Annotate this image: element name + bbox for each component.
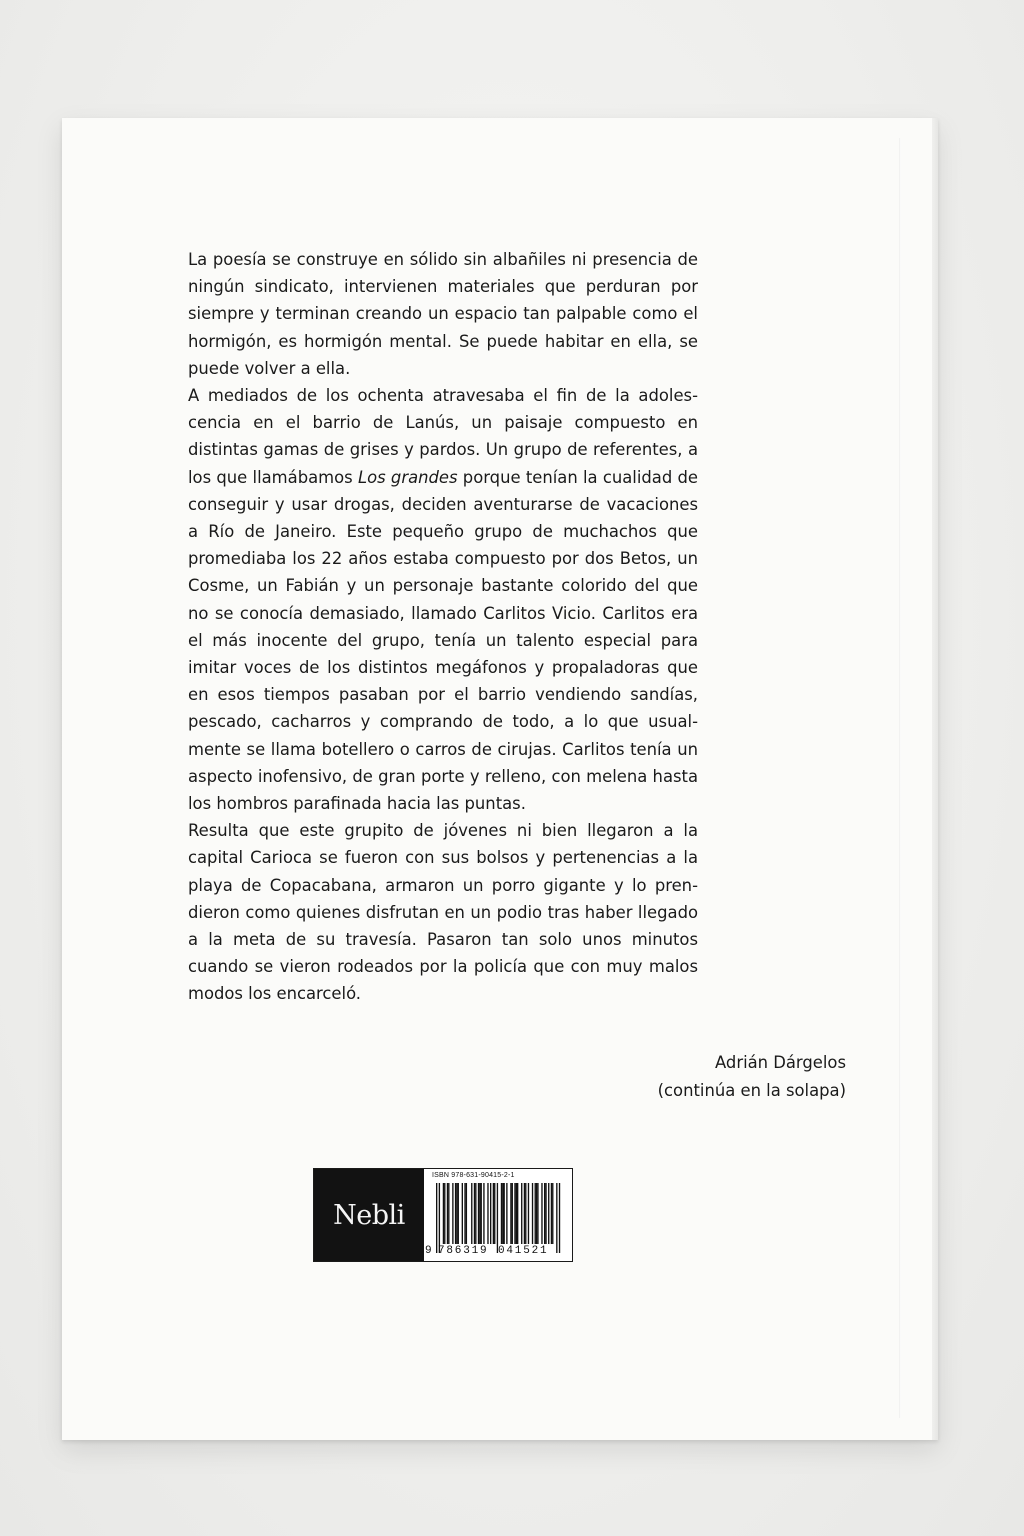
barcode-bar: [544, 1183, 545, 1244]
ean-digits-left: 786319: [438, 1245, 489, 1257]
isbn-barcode: [424, 1169, 572, 1261]
barcode-bar: [439, 1183, 440, 1253]
author-name: Adrián Dárgelos: [715, 1053, 846, 1072]
barcode-bar: [510, 1183, 511, 1244]
barcode-bar: [525, 1183, 526, 1244]
barcode-bar: [545, 1183, 546, 1244]
back-cover-blurb: [188, 246, 698, 1008]
barcode-bar: [447, 1183, 448, 1244]
continuation-note: (continúa en la solapa): [657, 1081, 846, 1100]
barcode-bar: [517, 1183, 518, 1244]
barcode-bar: [464, 1183, 465, 1244]
cover-crease: [899, 138, 901, 1418]
barcode-bar: [548, 1183, 549, 1244]
barcode-bar: [462, 1183, 463, 1244]
blurb-paragraph-2: [188, 382, 698, 817]
barcode-bar: [479, 1183, 480, 1244]
barcode-bar: [551, 1183, 552, 1244]
publisher-barcode-block: [313, 1168, 573, 1262]
publisher-logo-text: Nebli: [333, 1199, 405, 1231]
barcode-bar: [458, 1183, 459, 1244]
barcode-bar: [514, 1183, 515, 1244]
barcode-bar: [501, 1183, 502, 1244]
ean-digits: [424, 1245, 572, 1259]
ean-digit-first: 9: [425, 1245, 432, 1257]
barcode-bar: [535, 1183, 536, 1244]
barcode-bar: [487, 1183, 488, 1244]
barcode-bar: [512, 1183, 513, 1244]
barcode-bar: [475, 1183, 476, 1244]
barcode-bar: [506, 1183, 507, 1244]
barcode-bar: [516, 1183, 517, 1244]
blurb-signature: [658, 1049, 846, 1105]
blurb-paragraph-2-start: A mediados de los ochenta atravesaba el fin de la adolescencia en el barrio de Lanús, un paisaje compuesto en distintas gamas de grises y pardos. Un grupo de referentes, a los que llamábamos: [188, 386, 698, 487]
blurb-paragraph-2-end: porque tenían la cualidad de conseguir y usar drogas, deciden aventurarse de vacaciones a Río de Janeiro. Este pequeño grupo de muchachos que promediaba los 22 años estaba compuesto por dos Betos, un Cosme, un Fabián y un personaje bastante colorido del que no se conocía demasiado, llamado Carlitos Vicio. Carlitos era el más inocente del grupo, tenía un talento especial para imitar voces de los distintos megáfonos y propaladoras que en esos tiempos pasaban por el barrio vendiendo sandías, pescado, cacharros y comprando de todo, a lo que usualmente se llama botellero o carros de cirujas. Carlitos tenía un aspecto inofensivo, de gran porte y relleno, con melena hasta los hombros parafinada hacia las puntas.: [188, 467, 699, 814]
barcode-bar: [528, 1183, 529, 1244]
blurb-paragraph-1: La poesía se construye en sólido sin albañiles ni presencia de ningún sindicato, intervienen materiales que perduran por siempre y terminan creando un espacio tan palpable como el hormigón, es hormigón mental. Se puede habitar en ella, se puede volver a ella.: [188, 250, 698, 378]
barcode-bar: [532, 1183, 533, 1244]
blurb-italic-los-grandes: Los grandes: [357, 467, 458, 487]
barcode-bar: [524, 1183, 525, 1244]
barcode-bar: [559, 1183, 560, 1253]
barcode-bar: [444, 1183, 445, 1244]
barcode-bar: [541, 1183, 542, 1244]
barcode-bar: [502, 1183, 503, 1244]
barcode-bar: [443, 1183, 444, 1244]
barcode-bar: [494, 1183, 495, 1244]
barcode-bar: [493, 1183, 494, 1244]
barcode-bar: [436, 1183, 437, 1253]
barcode-bar: [474, 1183, 475, 1244]
blurb-paragraph-3: Resulta que este grupito de jóvenes ni bien llegaron a la capital Carioca se fueron con sus bolsos y pertenencias a la playa de Copacabana, armaron un porro gigante y lo prendieron como quienes disfrutan en un podio tras haber llegado a la meta de su travesía. Pasaron tan solo unos minutos cuando se vieron rodeados por la policía que con muy malos modos los encarceló.: [188, 821, 698, 1004]
barcode-bar: [521, 1183, 522, 1244]
barcode-bar: [552, 1183, 553, 1244]
isbn-label: ISBN 978-631-90415-2-1: [432, 1172, 515, 1179]
barcode-bar: [448, 1183, 449, 1244]
publisher-logo: [314, 1169, 424, 1261]
barcode-bar: [466, 1183, 467, 1244]
barcode-bar: [456, 1183, 457, 1244]
page-edge: [932, 118, 938, 1440]
barcode-bar: [556, 1183, 557, 1253]
barcode-bar: [481, 1183, 482, 1244]
barcode-bar: [483, 1183, 484, 1244]
barcode-bar: [504, 1183, 505, 1244]
barcode-bar: [497, 1183, 498, 1253]
ean-digits-right: 041521: [498, 1245, 549, 1257]
barcode-bar: [452, 1183, 453, 1244]
barcode-bar: [455, 1183, 456, 1244]
barcode-bar: [490, 1183, 491, 1244]
barcode-bar: [478, 1183, 479, 1244]
barcode-bar: [537, 1183, 538, 1244]
barcode-bar: [471, 1183, 472, 1244]
barcode-bar: [536, 1183, 537, 1244]
